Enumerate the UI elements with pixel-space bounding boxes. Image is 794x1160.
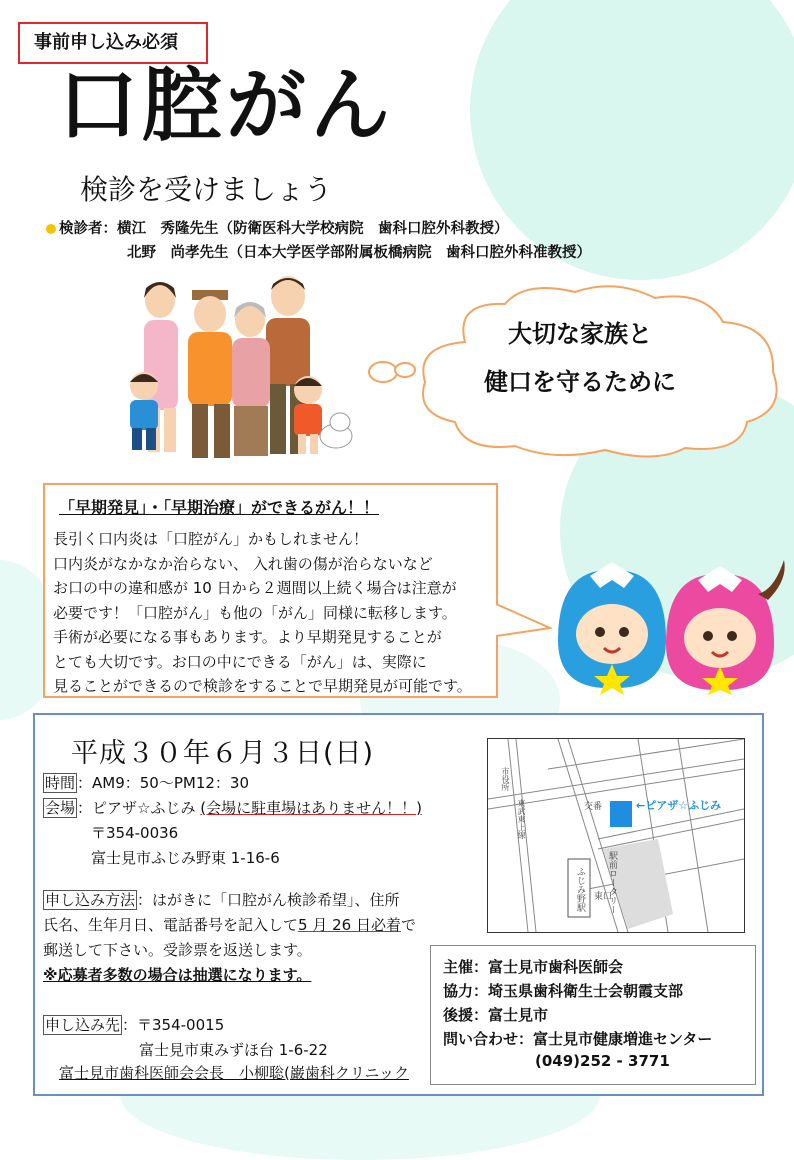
bullet-icon	[46, 224, 56, 234]
lottery-note: ※応募者多数の場合は抽選になります。	[43, 966, 312, 984]
early-detection-heading: 「早期発見」・「早期治療」ができるがん！！	[59, 498, 380, 517]
apply-row	[43, 888, 400, 913]
cloud-text	[450, 310, 710, 406]
map-label-street-a: 市役所	[501, 767, 510, 791]
examiner-1: 横江 秀隆先生（防衛医科大学校病院 歯科口腔外科教授）	[117, 221, 509, 237]
examiner-2: 北野 尚孝先生（日本大学医学部附属板橋病院 歯科口腔外科准教授）	[127, 245, 591, 261]
apply-label: 申し込み方法	[45, 891, 136, 909]
mascot-characters	[548, 560, 788, 695]
examiner-label: 検診者：	[59, 221, 117, 237]
destination-name: 富士見市歯科医師会会長 小柳聡(巌歯科クリニック	[59, 1064, 409, 1082]
event-date: 平成３０年６月３日(日)	[71, 738, 375, 769]
pre-registration-badge: 事前申し込み必須	[18, 22, 208, 64]
map-label-rotary: 駅前ロータリー	[607, 851, 617, 914]
time-value: ：AM9：50～PM12：30	[77, 774, 250, 792]
page-title: 口腔がん	[58, 59, 394, 152]
map-label-street-b: 東武東上線	[517, 799, 526, 839]
contact: 問い合わせ：富士見市健康増進センター	[443, 1030, 713, 1048]
time-label: 時間	[45, 774, 76, 792]
speech-pointer	[496, 600, 552, 640]
body-line: 手術が必要になる事もあります。より早期発見することが	[53, 628, 442, 646]
apply-line-3: 郵送して下さい。受診票を返送します。	[43, 941, 312, 959]
background-circle	[470, 0, 794, 280]
apply-line-2-text: 氏名、生年月日、電話番号を記入して	[43, 916, 299, 934]
phone: (049)252 - 3771	[535, 1052, 670, 1070]
venue-zip: 〒354-0036	[91, 824, 179, 842]
body-line: 必要です！「口腔がん」も他の「がん」同様に転移します。	[53, 603, 457, 622]
host: 主催：富士見市歯科医師会	[443, 958, 624, 976]
cloud-line-1: 大切な家族と	[508, 320, 652, 348]
body-line: お口の中の違和感が 10 日から２週間以上続く場合は注意が	[53, 579, 457, 597]
parking-note: (会場に駐車場はありません！！)	[200, 799, 422, 817]
family-illustration	[118, 270, 358, 470]
early-detection-box	[43, 483, 498, 698]
venue-address: 富士見市ふじみ野東 1-16-6	[91, 849, 280, 867]
deadline: 5 月 26 日必着	[298, 916, 401, 934]
body-line: とても大切です。お口の中にできる「がん」は、実際に	[53, 652, 427, 671]
destination-zip: ：〒354-0015	[122, 1016, 225, 1034]
venue-map	[487, 738, 745, 933]
map-venue-label: ←ピアザ☆ふじみ	[636, 799, 722, 812]
examiner-line-2	[127, 242, 591, 264]
support: 後援：富士見市	[443, 1006, 549, 1024]
apply-line-2-end: で	[400, 916, 416, 934]
early-detection-body	[53, 527, 472, 699]
map-label-station: ふじみ野駅	[575, 867, 585, 912]
body-line: 口内炎がなかなか治らない、 入れ歯の傷が治らないなど	[53, 554, 433, 573]
body-line: 長引く口内炎は「口腔がん」かもしれません！	[53, 530, 369, 548]
venue-marker-icon	[610, 801, 632, 827]
cloud-line-2: 健口を守るために	[484, 368, 676, 396]
destination-row	[43, 1013, 224, 1038]
apply-line-1: ：はがきに「口腔がん検診希望」、住所	[137, 891, 400, 909]
examiner-line-1	[46, 218, 509, 240]
venue-name: ：ピアザ☆ふじみ	[77, 799, 201, 817]
venue-label: 会場	[45, 799, 76, 817]
cooperation: 協力：埼玉県歯科衛生士会朝霞支部	[443, 982, 684, 1000]
body-line: 見ることができるので検診をすることで早期発見が可能です。	[53, 677, 472, 695]
venue-row	[43, 796, 422, 821]
sponsor-box	[430, 945, 756, 1085]
destination-label: 申し込み先	[45, 1016, 121, 1034]
apply-line-2	[43, 913, 416, 938]
time-row	[43, 771, 249, 796]
destination-address: 富士見市東みずほ台 1-6-22	[139, 1041, 328, 1059]
map-label-landmark: 交番	[584, 802, 603, 812]
page-subtitle: 検診を受けましょう	[80, 173, 333, 206]
map-label-exit: 東口	[594, 892, 613, 902]
